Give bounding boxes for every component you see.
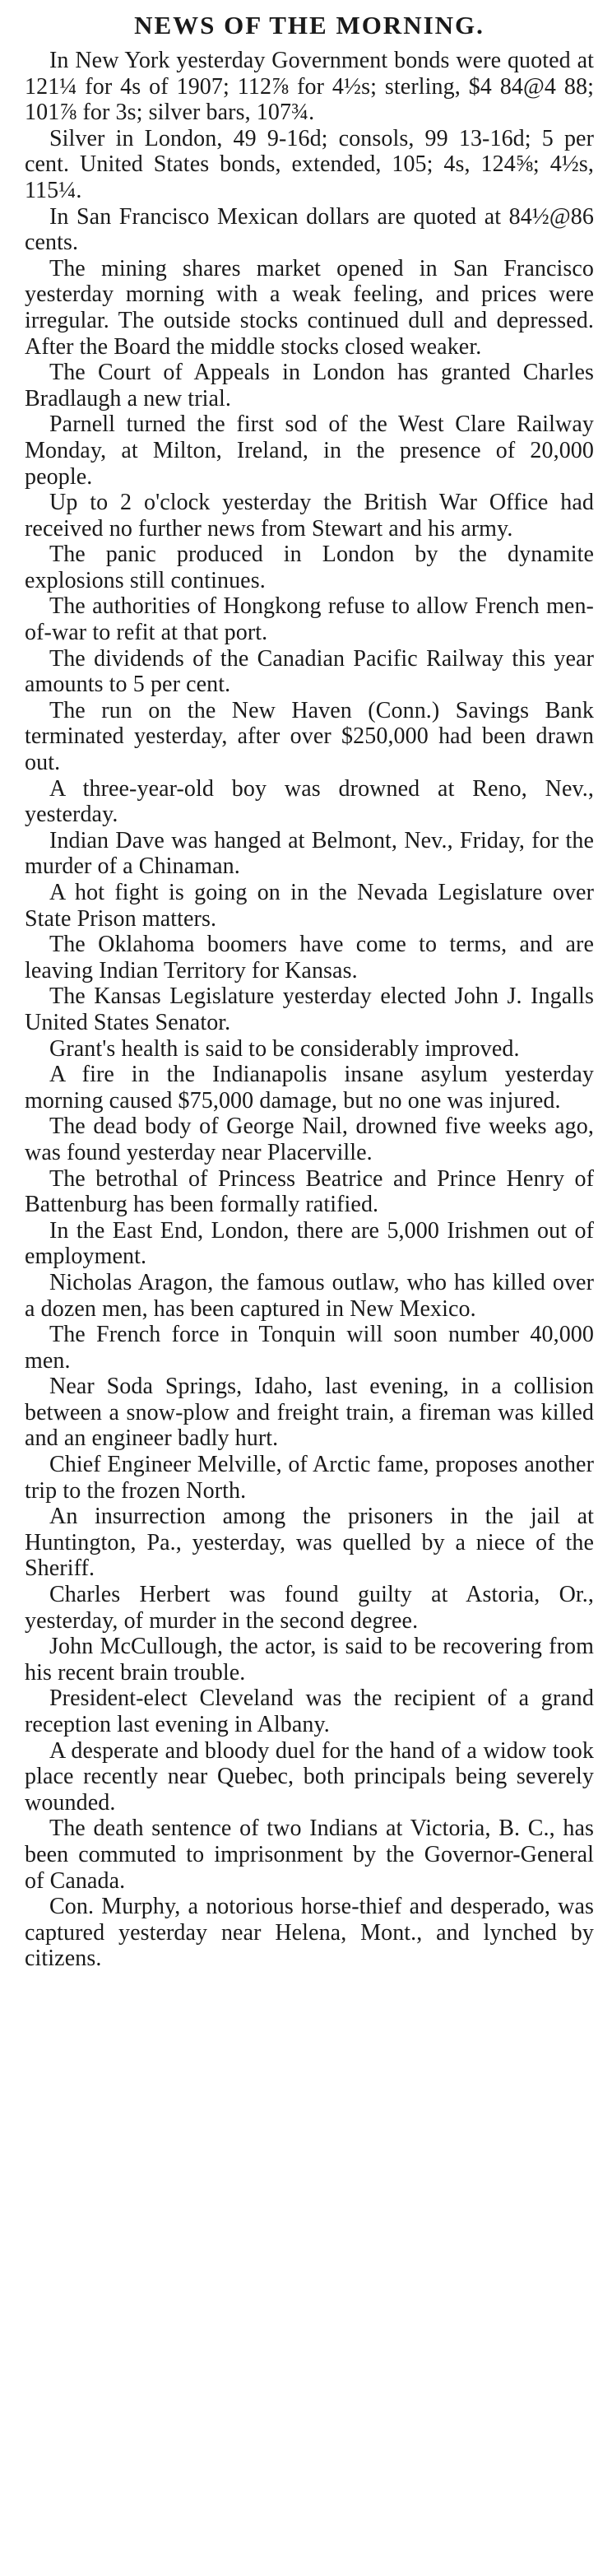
news-item: Con. Murphy, a notorious horse-thief and desperado, was captured yesterday near Helena, Mont., and lynched by citizens. — [25, 1894, 594, 1972]
news-item: The authorities of Hongkong refuse to allow French men-of-war to refit at that port. — [25, 593, 594, 646]
news-item: In the East End, London, there are 5,000 Irishmen out of employment. — [25, 1217, 594, 1270]
news-item: The panic produced in London by the dynamite explosions still continues. — [25, 542, 594, 593]
news-item: A hot fight is going on in the Nevada Legislature over State Prison matters. — [25, 880, 594, 932]
headline: NEWS OF THE MORNING. — [134, 11, 484, 40]
news-item: Nicholas Aragon, the famous outlaw, who has killed over a dozen men, has been captured in New Mexico. — [25, 1269, 594, 1322]
news-item: The Oklahoma boomers have come to terms, and are leaving Indian Territory for Kansas. — [25, 932, 594, 983]
news-item: A fire in the Indianapolis insane asylum yesterday morning caused $75,000 damage, but no one was injured. — [25, 1062, 594, 1114]
news-item: John McCullough, the actor, is said to be recovering from his recent brain trouble. — [25, 1634, 594, 1686]
news-item: The betrothal of Princess Beatrice and Prince Henry of Battenburg has been formally ratified. — [25, 1165, 594, 1218]
news-item: Near Soda Springs, Idaho, last evening, in a collision between a snow-plow and freight train, a fireman was killed and an engineer badly hurt. — [25, 1374, 594, 1452]
news-item: The Kansas Legislature yesterday elected John J. Ingalls United States Senator. — [25, 983, 594, 1035]
news-item: Grant's health is said to be considerably improved. — [49, 1035, 520, 1062]
news-item: The Court of Appeals in London has granted Charles Bradlaugh a new trial. — [25, 360, 594, 412]
news-item: An insurrection among the prisoners in the jail at Huntington, Pa., yesterday, was quelled by a niece of the Sheriff. — [25, 1504, 594, 1582]
news-item: In San Francisco Mexican dollars are quoted at 84½@86 cents. — [25, 203, 594, 256]
news-item: Charles Herbert was found guilty at Astoria, Or., yesterday, of murder in the second degree. — [25, 1582, 594, 1634]
news-item: Parnell turned the first sod of the West Clare Railway Monday, at Milton, Ireland, in the presence of 20,000 people. — [25, 412, 594, 490]
news-item: The dividends of the Canadian Pacific Railway this year amounts to 5 per cent. — [25, 645, 594, 698]
news-item: The dead body of George Nail, drowned five weeks ago, was found yesterday near Placerville. — [25, 1114, 594, 1165]
news-item: The death sentence of two Indians at Victoria, B. C., has been commuted to imprisonment by the Governor-General of Canada. — [25, 1816, 594, 1894]
news-item: A three-year-old boy was drowned at Reno, Nev., yesterday. — [25, 775, 594, 828]
news-item: The French force in Tonquin will soon number 40,000 men. — [25, 1322, 594, 1374]
news-item: Indian Dave was hanged at Belmont, Nev., Friday, for the murder of a Chinaman. — [25, 827, 594, 880]
news-item: President-elect Cleveland was the recipient of a grand reception last evening in Albany. — [25, 1686, 594, 1737]
news-column — [25, 48, 594, 1972]
news-item: Up to 2 o'clock yesterday the British War Office had received no further news from Stewart and his army. — [25, 490, 594, 542]
news-item: Silver in London, 49 9-16d; consols, 99 13-16d; 5 per cent. United States bonds, extended, 105; 4s, 124⅝; 4½s, 115¼. — [25, 125, 594, 203]
news-item: In New York yesterday Government bonds were quoted at 121¼ for 4s of 1907; 112⅞ for 4½s; sterling, $4 84@4 88; 101⅞ for 3s; silver bars, 107¾. — [25, 48, 594, 126]
news-item: A desperate and bloody duel for the hand of a widow took place recently near Quebec, both principals being severely wounded. — [25, 1737, 594, 1816]
news-item: The mining shares market opened in San Francisco yesterday morning with a weak feeling, and prices were irregular. The outside stocks continued dull and depressed. After the Board the middle stocks closed weaker. — [25, 255, 594, 360]
news-item: The run on the New Haven (Conn.) Savings Bank terminated yesterday, after over $250,000 had been drawn out. — [25, 697, 594, 776]
news-item: Chief Engineer Melville, of Arctic fame, proposes another trip to the frozen North. — [25, 1452, 594, 1504]
